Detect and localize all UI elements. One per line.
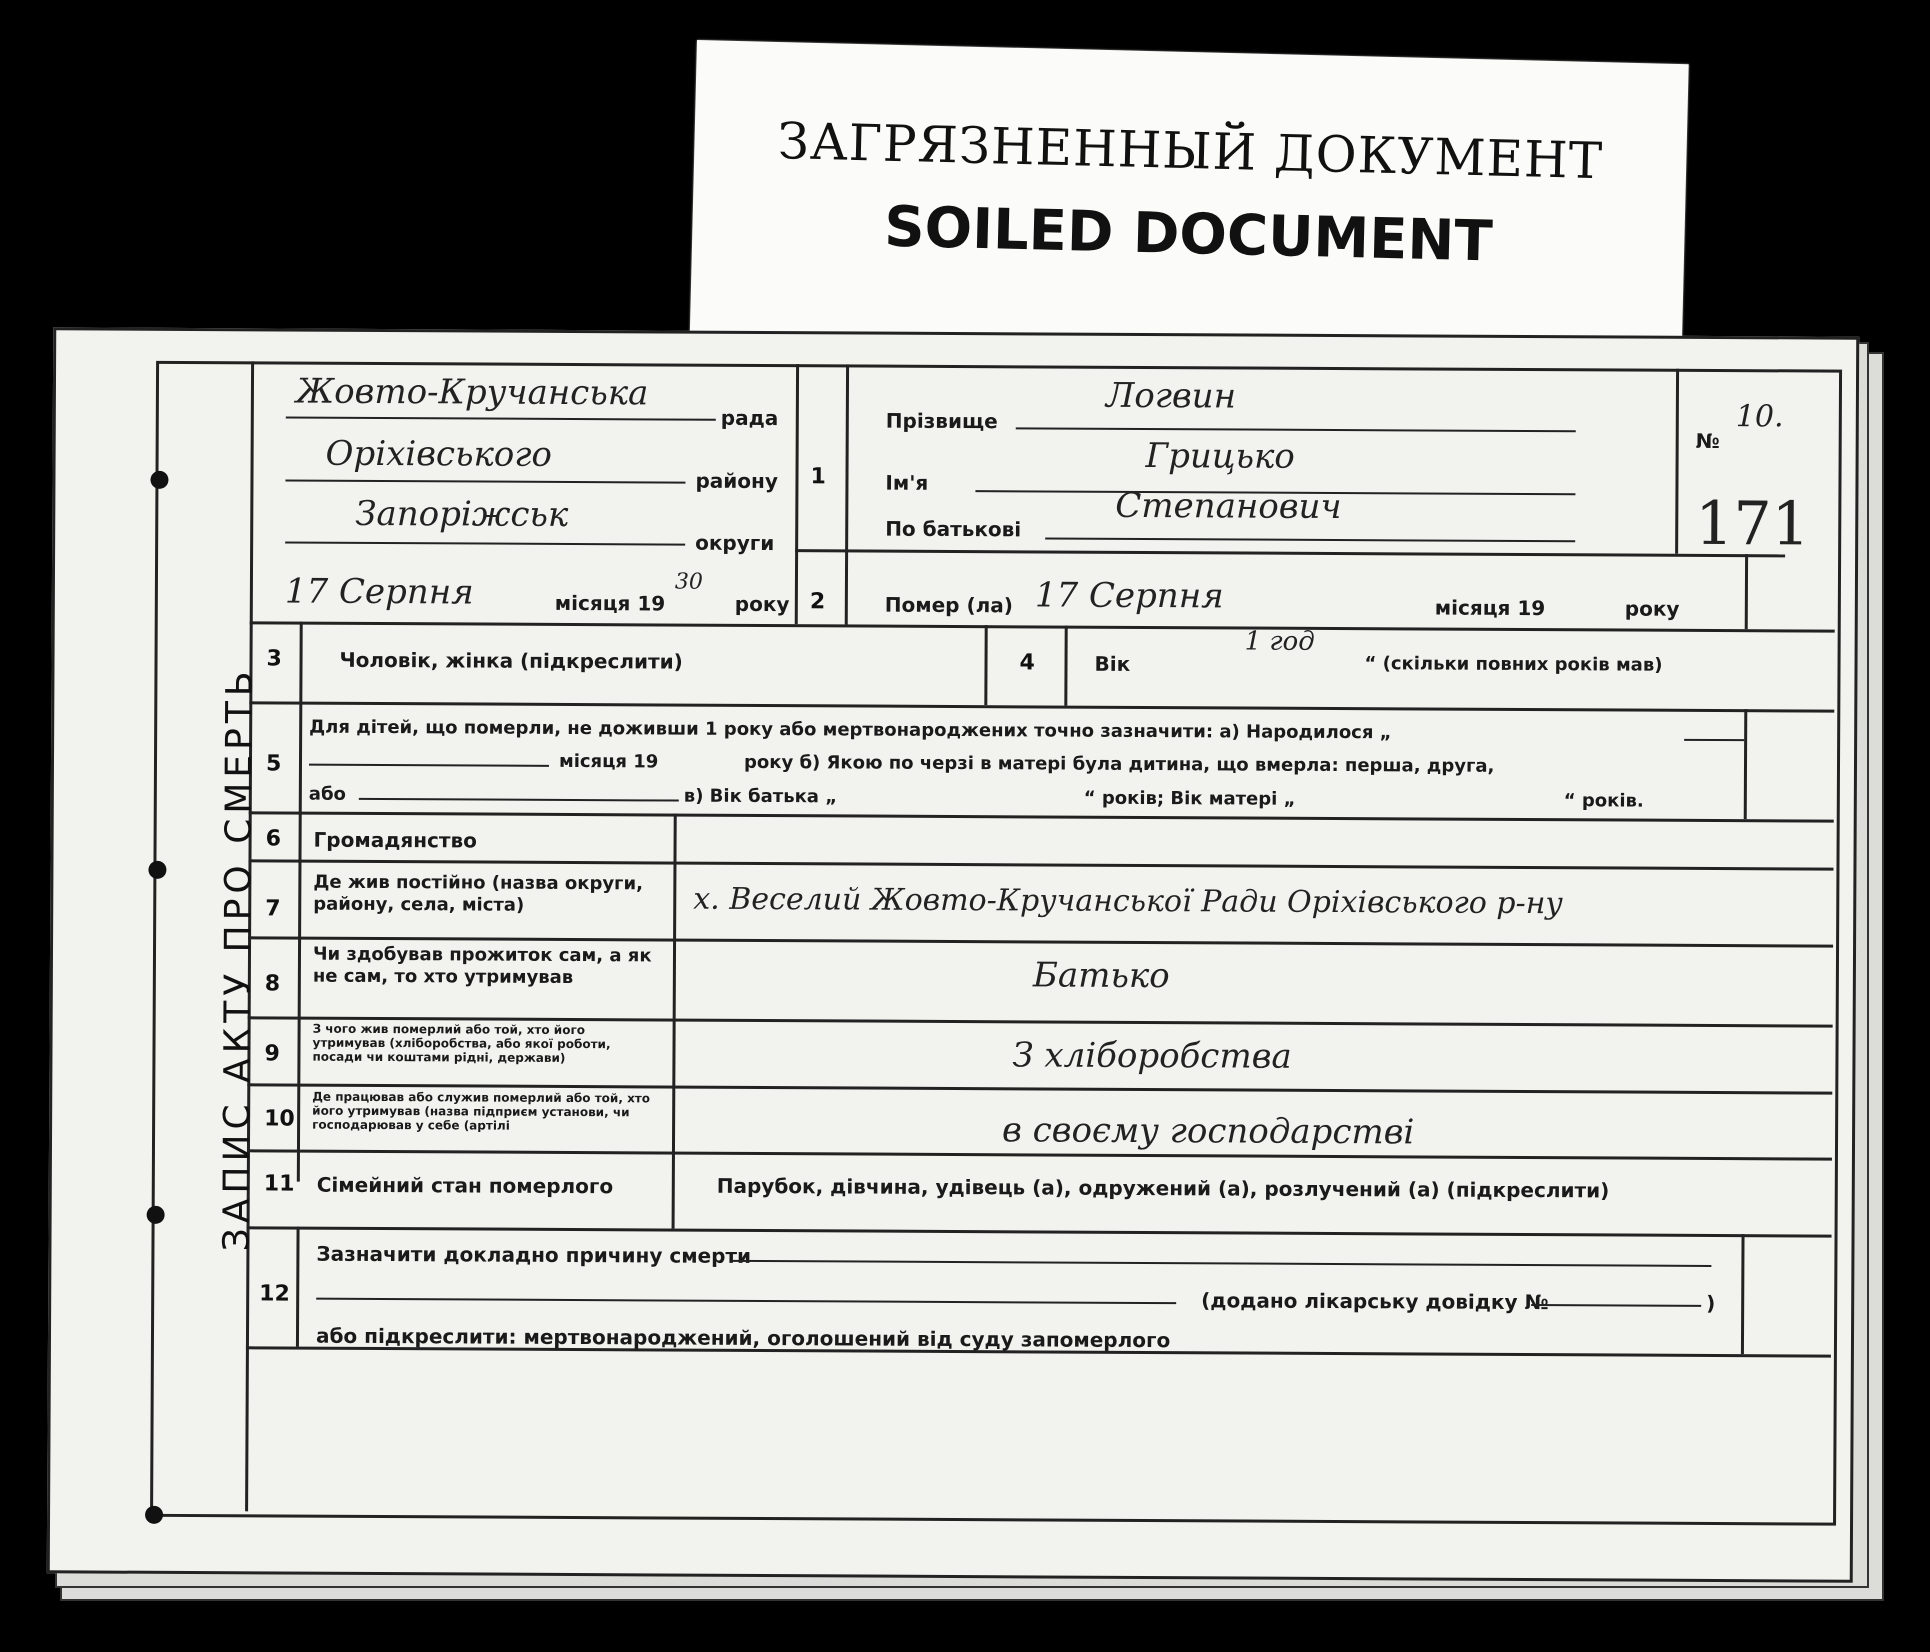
divider [1745, 554, 1748, 629]
doctor-note-label: (додано лікарську довідку № [1201, 1288, 1549, 1315]
punch-hole [148, 861, 166, 879]
income-source-label: З чого жив померлий або той, хто його утримував (хліборобства, або якої роботи, посади чи коштами рідні, держави) [312, 1021, 611, 1065]
row-number-5: 5 [265, 751, 282, 777]
row-number-2: 2 [809, 589, 826, 615]
residence-label: Де жив постійно (назва округи, району, села, міста) [313, 871, 644, 916]
patronymic-handwritten: Степанович [1115, 485, 1342, 528]
workplace-label: Де працював або служив померлий або той, хто його утримував (назва підприєм установи, чи господарював у себе (артілі [312, 1089, 651, 1133]
divider [1064, 626, 1067, 706]
age-handwritten: 1 год [1244, 626, 1315, 657]
row5-father-age: в) Вік батька „ [683, 785, 838, 808]
died-year-label: року [1624, 596, 1680, 621]
date-handwritten: 17 Серпня [284, 571, 474, 613]
row5-line1: Для дітей, що померли, не доживши 1 року або мертвонароджених точно зазначити: а) Народилося „ [309, 716, 1392, 744]
born-line [1684, 739, 1744, 741]
side-title: ЗАПИС АКТУ ПРО СМЕРТЬ [216, 666, 261, 1252]
tag-english-text: SOILED DOCUMENT [883, 194, 1494, 275]
okruha-handwritten: Запоріжськ [355, 493, 569, 535]
doctor-note-close: ) [1706, 1290, 1716, 1315]
punch-hole [147, 1206, 165, 1224]
row5-years: “ років. [1563, 790, 1644, 812]
row5-or-label: або [308, 783, 346, 805]
died-month-label: місяця 19 [1434, 595, 1546, 621]
row-number-6: 6 [265, 826, 281, 852]
surname-handwritten: Логвин [1105, 375, 1237, 417]
sex-label: Чоловік, жінка (підкреслити) [339, 647, 683, 674]
number-handwritten: 10. [1735, 399, 1784, 435]
divider [984, 625, 987, 705]
row-number-9: 9 [264, 1041, 280, 1067]
died-date-handwritten: 17 Серпня [1034, 575, 1224, 617]
number-label: № [1695, 428, 1720, 454]
row-number-4: 4 [1019, 650, 1035, 676]
year-label: року [734, 591, 790, 617]
rada-label: рада [720, 405, 779, 431]
livelihood-handwritten: Батько [1032, 955, 1170, 997]
marital-label: Сімейний стан померлого [316, 1172, 614, 1199]
age-tail: “ (скільки повних років мав) [1364, 653, 1663, 676]
death-record-form [47, 327, 1859, 1582]
row-number-3: 3 [266, 646, 282, 672]
surname-label: Прізвище [885, 408, 998, 434]
stamp-number: 171 [1695, 488, 1810, 560]
rayon-handwritten: Оріхівського [325, 433, 553, 475]
died-label: Помер (ла) [884, 592, 1014, 618]
name-handwritten: Грицько [1145, 436, 1295, 477]
income-source-handwritten: З хліборобства [1012, 1035, 1292, 1077]
punch-hole [145, 1506, 163, 1524]
soiled-document-tag [689, 40, 1688, 380]
age-label: Вік [1094, 651, 1131, 676]
name-label: Ім'я [885, 470, 929, 495]
divider [1744, 709, 1748, 819]
year-handwritten: 30 [674, 569, 704, 595]
rayon-label: району [695, 468, 778, 494]
row-number-12: 12 [259, 1281, 290, 1307]
row-number-1: 1 [810, 464, 826, 490]
row5-mother-age: “ років; Вік матері „ [1083, 787, 1296, 810]
residence-handwritten: х. Веселий Жовто-Кручанської Ради Оріхівського р-ну [693, 881, 1563, 922]
month-label: місяця 19 [554, 590, 666, 616]
row-number-11: 11 [263, 1171, 295, 1197]
row-number-10: 10 [264, 1106, 295, 1132]
row-number-7: 7 [265, 896, 281, 922]
divider [296, 1227, 300, 1347]
stillborn-label: або підкреслити: мертвонароджений, оголошений від суду запомерлого [315, 1323, 1171, 1353]
row-number-8: 8 [264, 971, 281, 997]
row5-month-label: місяця 19 [558, 750, 659, 773]
divider [1741, 1234, 1745, 1354]
workplace-handwritten: в своєму господарстві [1001, 1110, 1415, 1153]
rada-handwritten: Жовто-Кручанська [295, 371, 649, 414]
patronymic-label: По батькові [885, 516, 1022, 542]
punch-hole [150, 471, 168, 489]
livelihood-label: Чи здобував прожиток сам, а як не сам, то хто утримував [312, 943, 652, 989]
cause-label: Зазначити докладно причину смерти [316, 1241, 752, 1268]
citizenship-label: Громадянство [313, 827, 477, 853]
okruha-label: округи [695, 530, 775, 556]
tag-russian-text: ЗАГРЯЗНЕННЫЙ ДОКУМЕНТ [777, 112, 1604, 191]
marital-options: Парубок, дівчина, удівець (а), одружений (а), розлучений (а) (підкреслити) [716, 1173, 1610, 1203]
row5-line2b: року б) Якою по черзі в матері була дитина, що вмерла: перша, друга, [743, 751, 1495, 777]
